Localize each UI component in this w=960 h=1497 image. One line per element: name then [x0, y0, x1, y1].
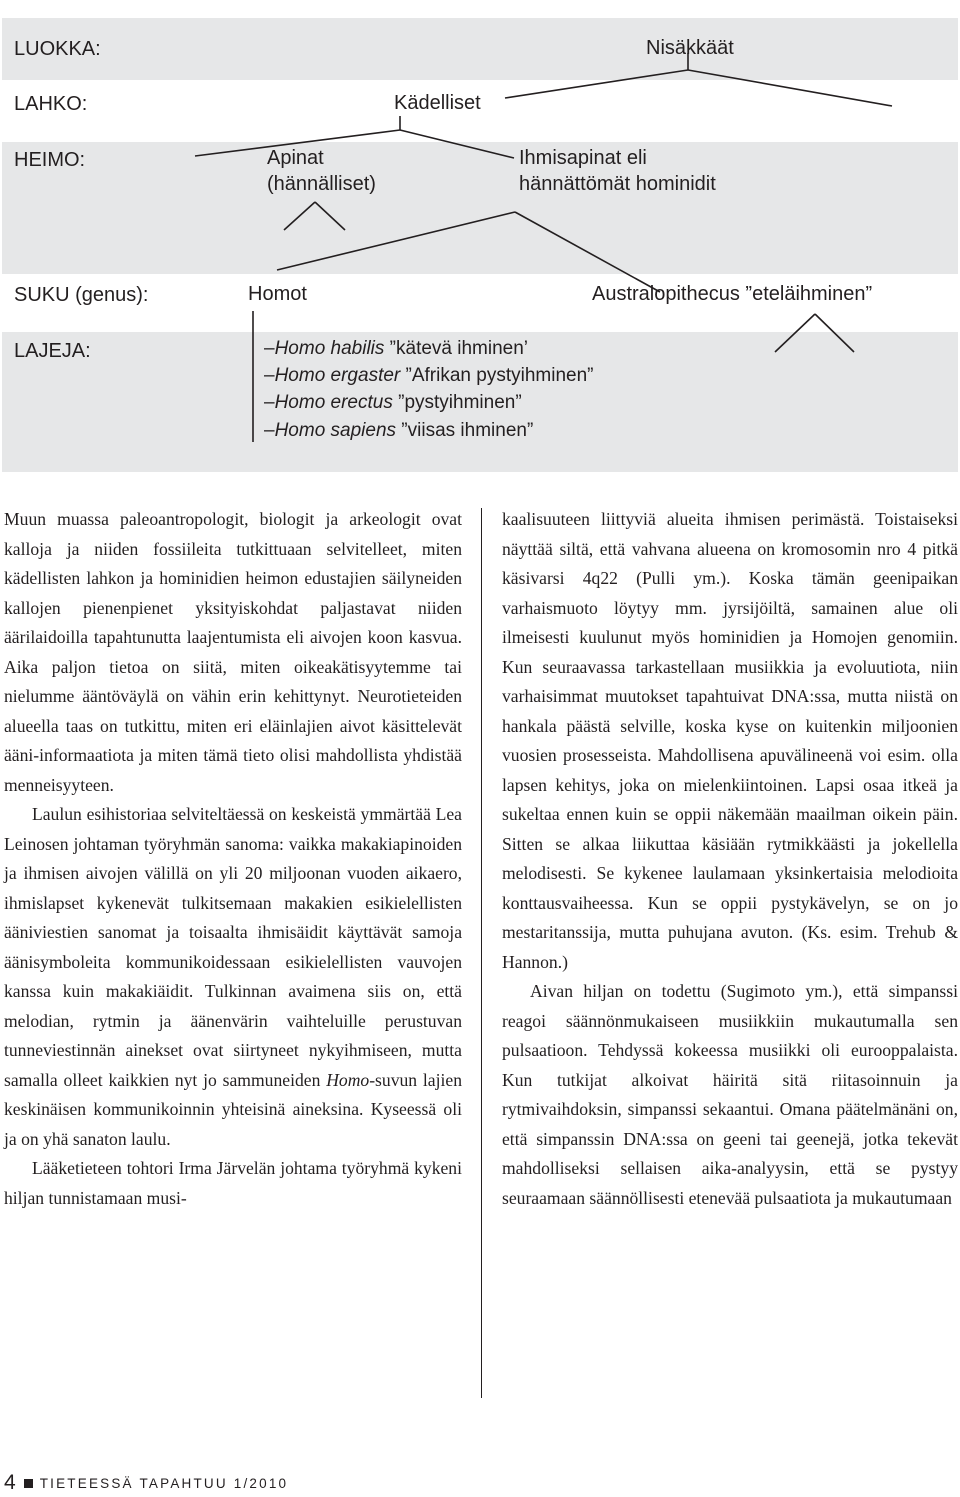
node-mammals: Nisäkkäät	[646, 37, 734, 59]
paragraph: Lääketieteen tohtori Irma Järvelän johtama työryhmä kykeni hiljan tunnistamaan musi-	[4, 1158, 462, 1208]
node-apes	[519, 145, 716, 197]
rank-order-label: LAHKO:	[14, 93, 88, 115]
left-column	[4, 505, 462, 1213]
paragraph: Muun muassa paleoantropologit, biologit ja arkeologit ovat kalloja ja niiden fossiileita tutkittuaan selvitelleet, miten kädellisten lahkon ja hominidien heimon edustajien säilyneiden kallojen pienenpienet yksityiskohdat paljastavat niiden äärilaidoilla tapahtunutta laajentumista eli aivojen koon kasvua. Aika paljon tietoa on siitä, miten oikeakätisyytemme tai nielumme ääntöväylä on vähin erin kehittynyt. Neurotieteiden alueella taas on tutkittu, miten eri eläinlajien aivot käsittelevät ääni-informaatiota ja miten tämä tieto olisi mahdollista yhdistää menneisyyteen.	[4, 509, 462, 795]
square-bullet-icon	[24, 1479, 33, 1488]
node-primates: Kädelliset	[394, 92, 481, 114]
rank-species-label: LAJEJA:	[14, 340, 91, 362]
species-gloss: ”Afrikan pystyihminen”	[400, 365, 594, 386]
page-number: 4	[4, 1471, 16, 1494]
tree-line	[277, 212, 515, 270]
species-name: Homo habilis	[274, 338, 385, 359]
paragraph: kaalisuuteen liittyviä alueita ihmisen perimästä. Toistaiseksi näyttää siltä, että vahvana alueena on kromosomin nro 4 pitkä käsivarsi 4q22 (Pulli ym.). Koska tämän geenipaikan varhaismuoto löytyy mm. jyrsijöiltä, samainen alue oli ilmeisesti kuulunut myös hominidien ja Homojen genomiin. Kun seuraavassa tarkastellaan musiikkia ja evoluutiota, niin varhaisimmat muutokset tapahtuivat DNA:ssa, mutta niistä on hankala päästä selville, koska kyse on kuitenkin miljoonien vuosien prosesseista. Mahdollisena apuvälineenä voi esim. olla lapsen kehitys, joka on mielenkiintoinen. Lapsi osaa itkeä ja sukeltaa ennen kuin se oppii näkemään maailman oikein päin. Sitten se alkaa liikuttaa käsiään rytmikkäästi ja jokellella melodisesti. Se kykenee laulamaan yksinkertaisia melodioita konttausvaiheessa. Kun se oppii pystykävelyn, se on jo mestaritanssija, mutta puhujana avuton. (Ks. esim. Trehub & Hannon.)	[502, 509, 958, 972]
tree-line	[515, 212, 660, 292]
tree-line	[400, 130, 514, 158]
tree-line	[815, 314, 854, 352]
rank-class-label: LUOKKA:	[14, 38, 101, 60]
species-item: –Homo erectus ”pystyihminen”	[264, 392, 522, 413]
species-gloss: ”viisas ihminen”	[396, 420, 534, 441]
rank-genus-label: SUKU (genus):	[14, 284, 149, 306]
species-name: Homo sapiens	[274, 420, 397, 441]
species-item: –Homo sapiens ”viisas ihminen”	[264, 420, 534, 441]
species-gloss: ”kätevä ihminen’	[384, 338, 529, 359]
magazine-name: TIETEESSÄ TAPAHTUU 1/2010	[39, 1475, 289, 1491]
tree-line	[284, 202, 315, 230]
taxonomy-diagram	[2, 18, 958, 472]
paragraph: Laulun esihistoriaa selviteltäessä on keskeistä ymmärtää Lea Leinosen johtaman työryhmän sanoma: vaikka makakiapinoiden ja ihmisen aivojen välillä on yli 20 miljoonan vuoden aikaero, ihmislapset kykenevät tulkitsemaan makakien esikielellisten ääniviestien sanomat ja toisaalta ihmisäidit käyttävät samoja äänisymboleita kommunikoidessaan esikielellisten vauvojen kanssa kuin makakiäidit. Tulkinnan avaimena siis on, että melodian, rytmin ja äänenvärin vaihteluille perustuvan tunneviestinnän ainekset ovat siirtyneet nykyihmiseen, mutta samalla olleet kaikkien nyt jo sammuneiden Homo-suvun lajien keskinäisen kommunikoinnin yhteisinä aineksina. Kyseessä oli ja on yhä sanaton laulu.	[4, 804, 462, 1149]
tree-line	[505, 70, 688, 98]
rank-family-label: HEIMO:	[14, 149, 86, 171]
node-monkeys-line2: (hännälliset)	[267, 173, 376, 195]
species-item: –Homo ergaster ”Afrikan pystyihminen”	[264, 365, 594, 386]
node-monkeys	[267, 145, 376, 197]
right-column	[502, 505, 958, 1213]
node-monkeys-line1: Apinat	[267, 147, 324, 169]
page-footer	[4, 1471, 288, 1495]
species-gloss: ”pystyihminen”	[392, 392, 522, 413]
tree-line	[688, 70, 892, 106]
node-apes-line2: hännättömät hominidit	[519, 173, 716, 195]
tree-line	[315, 202, 345, 230]
node-apes-line1: Ihmisapinat eli	[519, 147, 647, 169]
tree-line	[775, 314, 815, 352]
species-name: Homo ergaster	[274, 365, 401, 386]
paragraph: Aivan hiljan on todettu (Sugimoto ym.), että simpanssi reagoi säännönmukaiseen musiikkiin mukautumalla sen pulsaatioon. Tehdyssä kokeessa musiikki oli eurooppalaista. Kun tutkijat alkoivat häiritä sitä riitasoinnuin ja rytmivaihdoksin, simpanssi sekaantui. Omana päätelmänäni on, että simpanssin DNA:ssa on geeni tai geenejä, jotka tekevät mahdolliseksi sellaisen aika-analyysin, että se pystyy seuraamaan säännöllisesti etenevää pulsaatiota ja mukautumaan	[502, 981, 958, 1208]
species-item: –Homo habilis ”kätevä ihminen’	[264, 338, 529, 359]
node-homo: Homot	[248, 283, 307, 305]
node-australopithecus: Australopithecus ”eteläihminen”	[592, 283, 873, 305]
column-divider	[481, 508, 482, 1398]
species-name: Homo erectus	[274, 392, 393, 413]
